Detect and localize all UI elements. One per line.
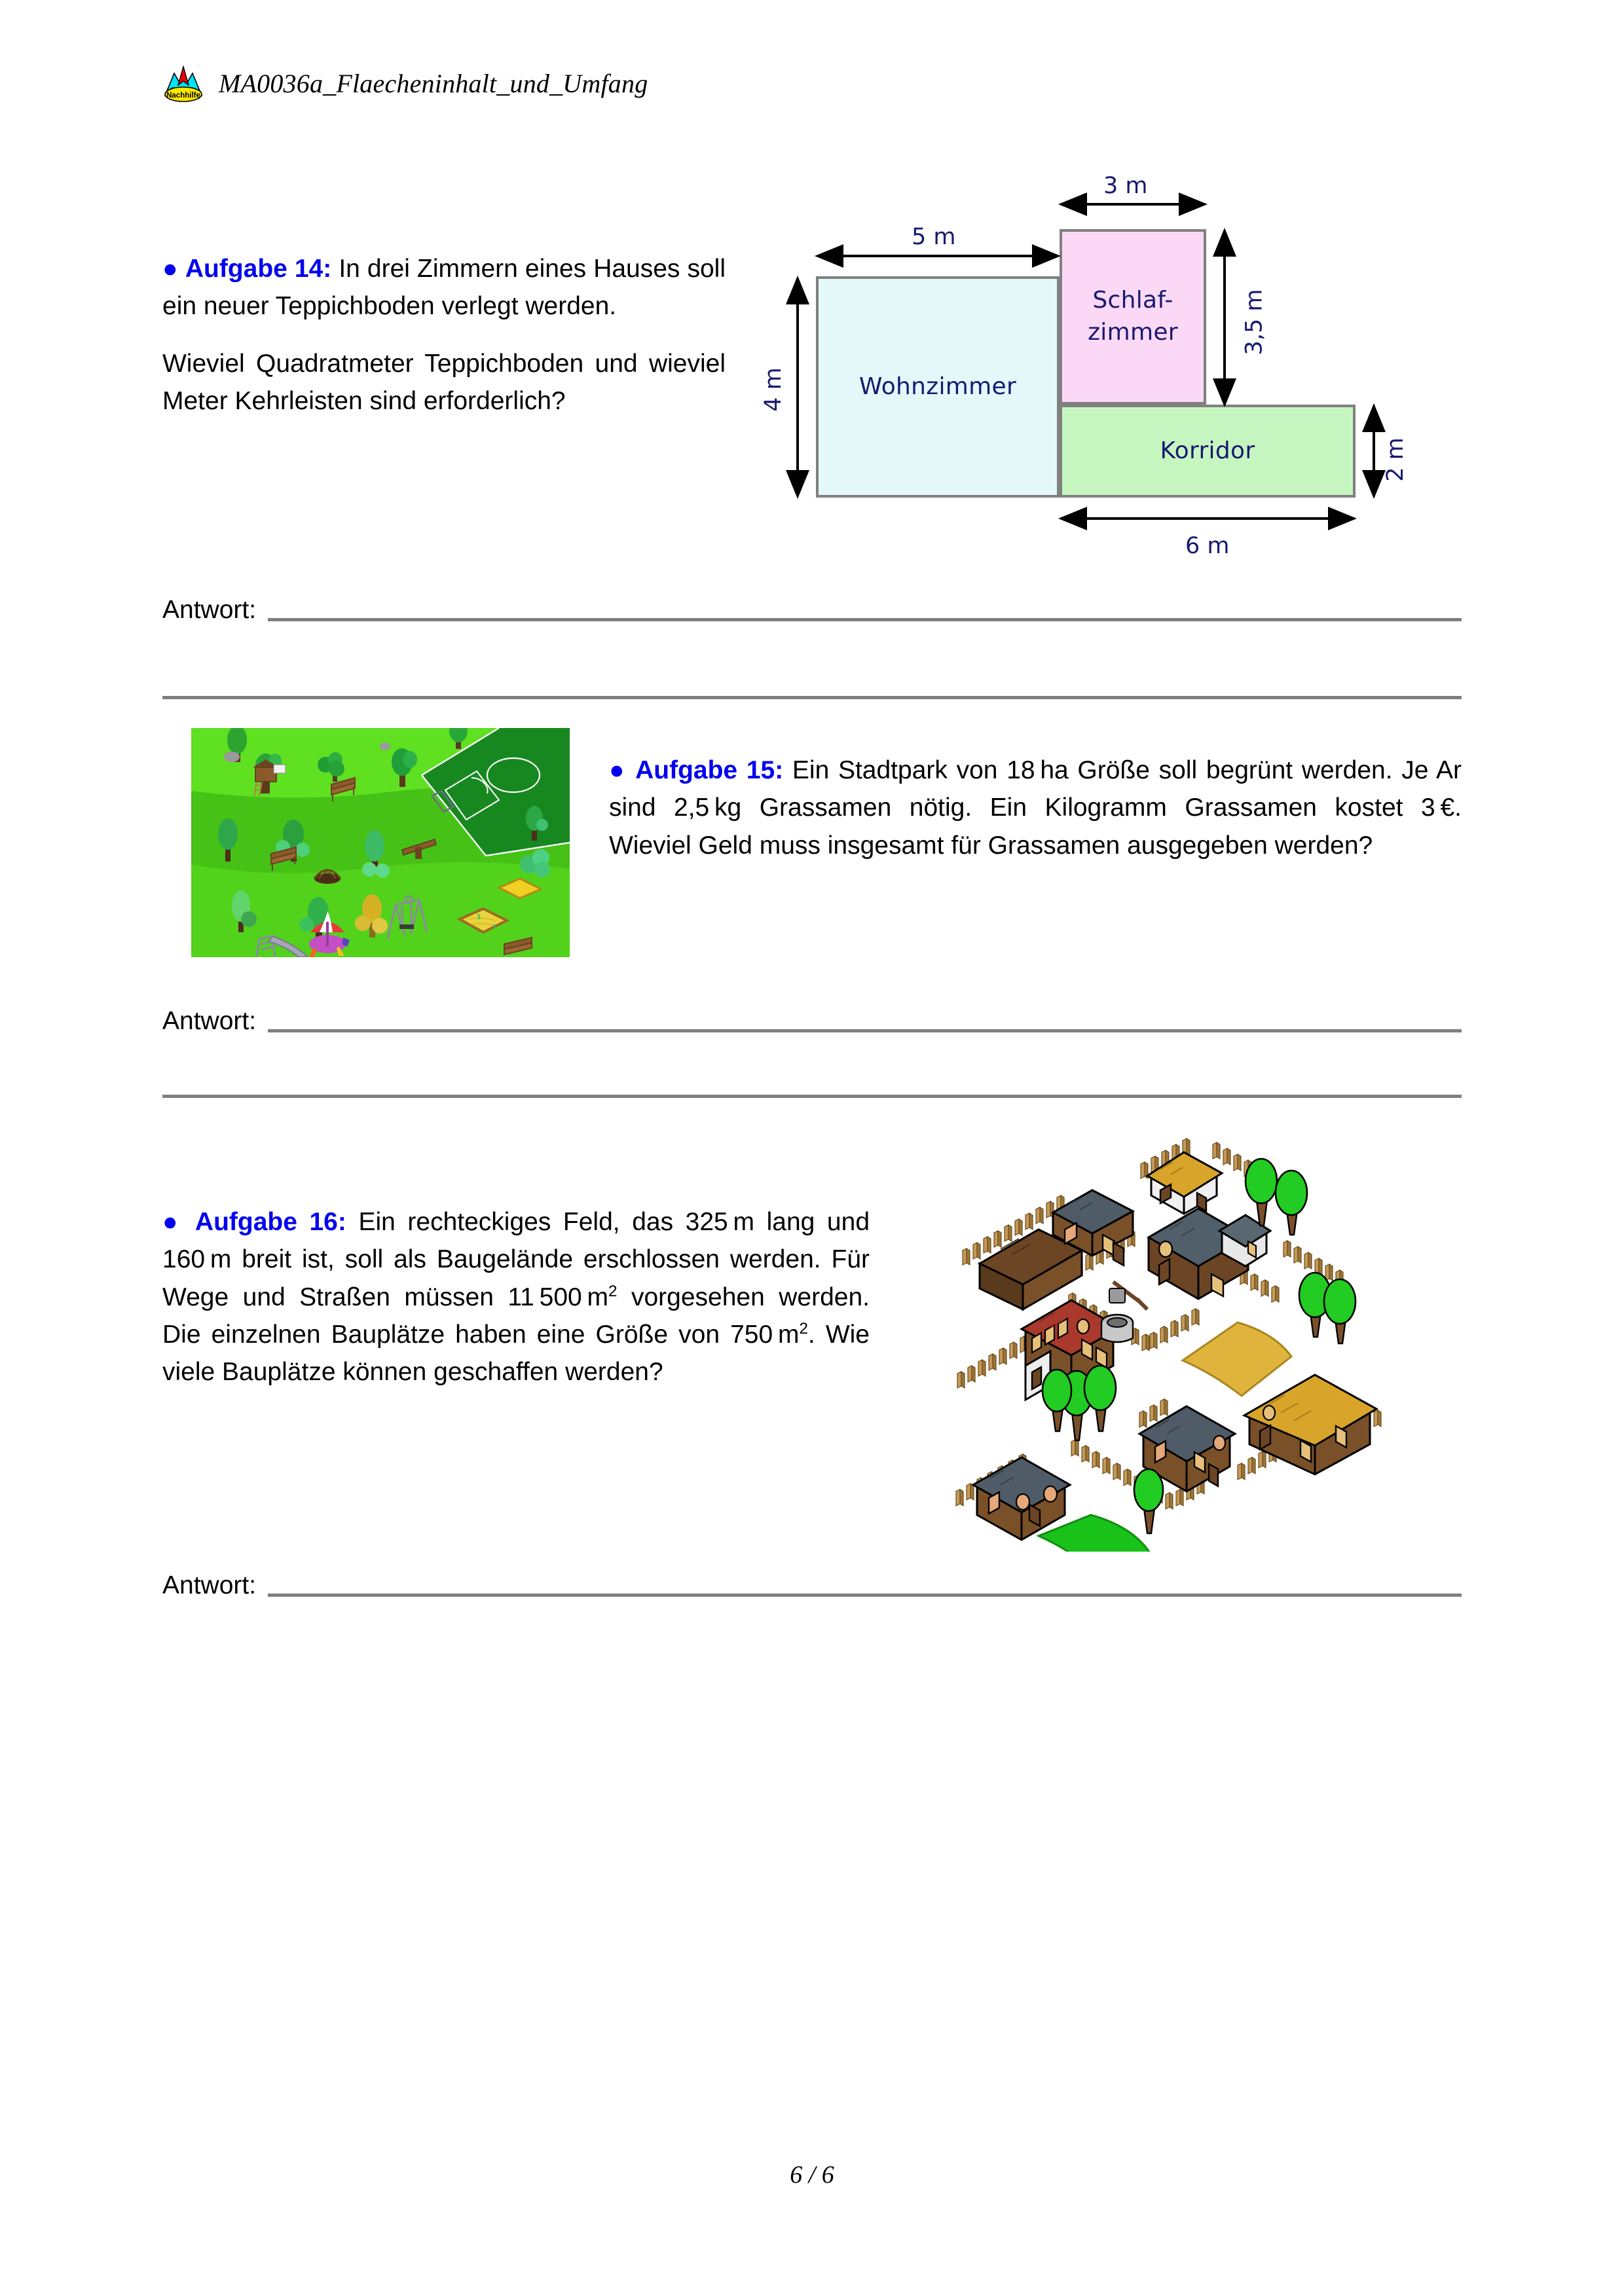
superscript-square-2: 2 (799, 1319, 808, 1338)
answer-line-16[interactable] (268, 1594, 1462, 1597)
task-15-bullet: ● (609, 756, 627, 784)
room-schlafzimmer-label-line2: zimmer (1088, 319, 1178, 346)
section-divider-2 (162, 1095, 1462, 1098)
page-number: 6 / 6 (790, 2161, 834, 2189)
answer-label-15: Antwort: (162, 1007, 257, 1035)
section-divider-1 (162, 696, 1462, 699)
dimension-label-3m: 3 m (1103, 173, 1148, 199)
task-14-paragraph-2: Wieviel Quadratmeter Teppichboden und wieviel Meter Kehrleisten sind erforderlich? (162, 349, 726, 415)
task-14-paragraph-1 (162, 250, 726, 325)
task-16-label: Aufgabe 16: (194, 1208, 346, 1236)
task-15-sentence-1: Ein Stadtpark von 18 ha Größe soll begrünt werden. Je Ar sind 2,5 kg Grassamen nötig. Ein Kilogramm Grassamen kostet 3 €. Wieviel Geld muss insgesamt für Grassamen ausgegeben werden? (609, 756, 1462, 860)
answer-row-14 (162, 597, 1462, 624)
answer-line-15[interactable] (268, 1029, 1462, 1032)
task-16-sentence-part-3: . Wie viele Bauplätze können geschaffen werden? (162, 1320, 870, 1387)
dimension-label-6m: 6 m (1185, 533, 1230, 559)
task-16-sentence-part-2: vorgesehen werden. Die einzelnen Bauplätze haben eine Größe von 750 m (162, 1283, 870, 1349)
task-14-bullet: ● (162, 255, 178, 283)
answer-label-16: Antwort: (162, 1571, 257, 1599)
answer-row-15 (162, 1008, 1462, 1035)
dimension-label-5m: 5 m (912, 224, 956, 250)
dimension-label-4m: 4 m (760, 367, 786, 412)
dimension-arrows (773, 172, 1428, 591)
task-15-text-block (609, 752, 1462, 864)
task-15-paragraph-1 (609, 752, 1462, 864)
page-header (162, 63, 648, 103)
room-wohnzimmer-label: Wohnzimmer (858, 373, 1017, 400)
room-schlafzimmer-label-line1: Schlaf- (1092, 287, 1173, 314)
task-16-paragraph-1 (162, 1203, 870, 1391)
task-16-sentence-part-1: Ein rechteckiges Feld, das 325 m lang und 160 m breit ist, soll als Baugelände erschlossen werden. Für Wege und Straßen müssen 11 500 m (162, 1208, 870, 1311)
floor-plan-diagram (760, 172, 1428, 591)
answer-line-14[interactable] (268, 618, 1462, 621)
dimension-label-3-5m: 3,5 m (1241, 289, 1268, 355)
page-footer (0, 2160, 1624, 2189)
answer-label-14: Antwort: (162, 596, 257, 624)
paragraph-spacer (162, 325, 726, 345)
superscript-square-1: 2 (608, 1282, 618, 1300)
task-14-label: Aufgabe 14: (185, 255, 332, 283)
document-title: MA0036a_Flaecheninhalt_und_Umfang (219, 68, 648, 98)
task-16-bullet: ● (162, 1208, 183, 1236)
task-14-sentence-1: In drei Zimmern eines Hauses soll ein neuer Teppichboden verlegt werden. (162, 255, 726, 321)
svg-text:Nachhilfe: Nachhilfe (166, 92, 200, 100)
nachhilfe-logo-icon (162, 63, 204, 103)
room-korridor-label: Korridor (1160, 437, 1255, 464)
task-14-text-block (162, 250, 726, 420)
answer-row-16 (162, 1573, 1462, 1599)
task-15-label: Aufgabe 15: (635, 756, 784, 784)
park-illustration (191, 728, 570, 957)
dimension-label-2m: 2 m (1382, 437, 1409, 482)
village-illustration (917, 1113, 1441, 1552)
task-16-text-block (162, 1203, 870, 1391)
